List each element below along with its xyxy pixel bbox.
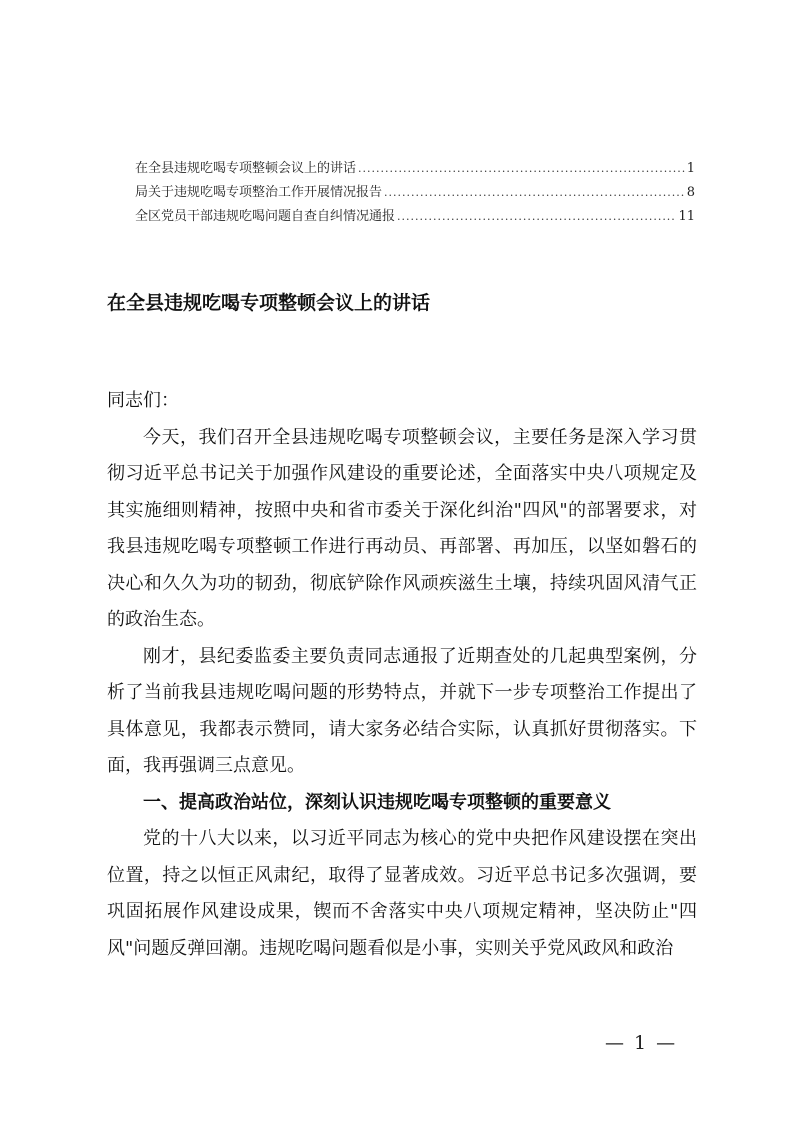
body-paragraph: 刚才，县纪委监委主要负责同志通报了近期查处的几起典型案例，分析了当前我县违规吃喝问题的形势特点，并就下一步专项整治工作提出了具体意见，我都表示赞同，请大家务必结合实际，认真抓好贯彻落实。下面，我再强调三点意见。 (107, 645, 697, 776)
body-paragraph: 今天，我们召开全县违规吃喝专项整顿会议，主要任务是深入学习贯彻习近平总书记关于加强作风建设的重要论述，全面落实中央八项规定及其实施细则精神，按照中央和省市委关于深化纠治"四风"的部署要求，对我县违规吃喝专项整顿工作进行再动员、再部署、再加压，以坚如磐石的决心和久久为功的韧劲，彻底铲除作风顽疾滋生土壤，持续巩固风清气正的政治生态。 (107, 426, 697, 630)
toc-dot-leader (384, 181, 685, 205)
section-heading: 一、提高政治站位，深刻认识违规吃喝专项整顿的重要意义 (143, 791, 611, 813)
toc-entry[interactable] (135, 181, 695, 205)
table-of-contents (135, 157, 695, 229)
toc-entry-page: 11 (678, 209, 695, 224)
toc-entry-title: 在全县违规吃喝专项整顿会议上的讲话 (135, 161, 357, 176)
toc-entry-title: 局关于违规吃喝专项整治工作开展情况报告 (135, 185, 383, 200)
toc-entry-title: 全区党员干部违规吃喝问题自查自纠情况通报 (135, 209, 396, 224)
page-number: — 1 — (605, 1032, 678, 1054)
toc-dot-leader (358, 157, 685, 181)
toc-entry-page: 1 (686, 161, 695, 176)
document-title: 在全县违规吃喝专项整顿会议上的讲话 (107, 292, 431, 314)
toc-dot-leader (397, 205, 676, 229)
document-body (107, 383, 697, 967)
salutation: 同志们： (107, 390, 179, 411)
toc-entry[interactable] (135, 205, 695, 229)
body-paragraph: 党的十八大以来，以习近平同志为核心的党中央把作风建设摆在突出位置，持之以恒正风肃纪，取得了显著成效。习近平总书记多次强调，要巩固拓展作风建设成果，锲而不舍落实中央八项规定精神，坚决防止"四风"问题反弹回潮。违规吃喝问题看似是小事，实则关乎党风政风和政治 (107, 828, 697, 959)
toc-entry-page: 8 (686, 185, 695, 200)
toc-entry[interactable] (135, 157, 695, 181)
